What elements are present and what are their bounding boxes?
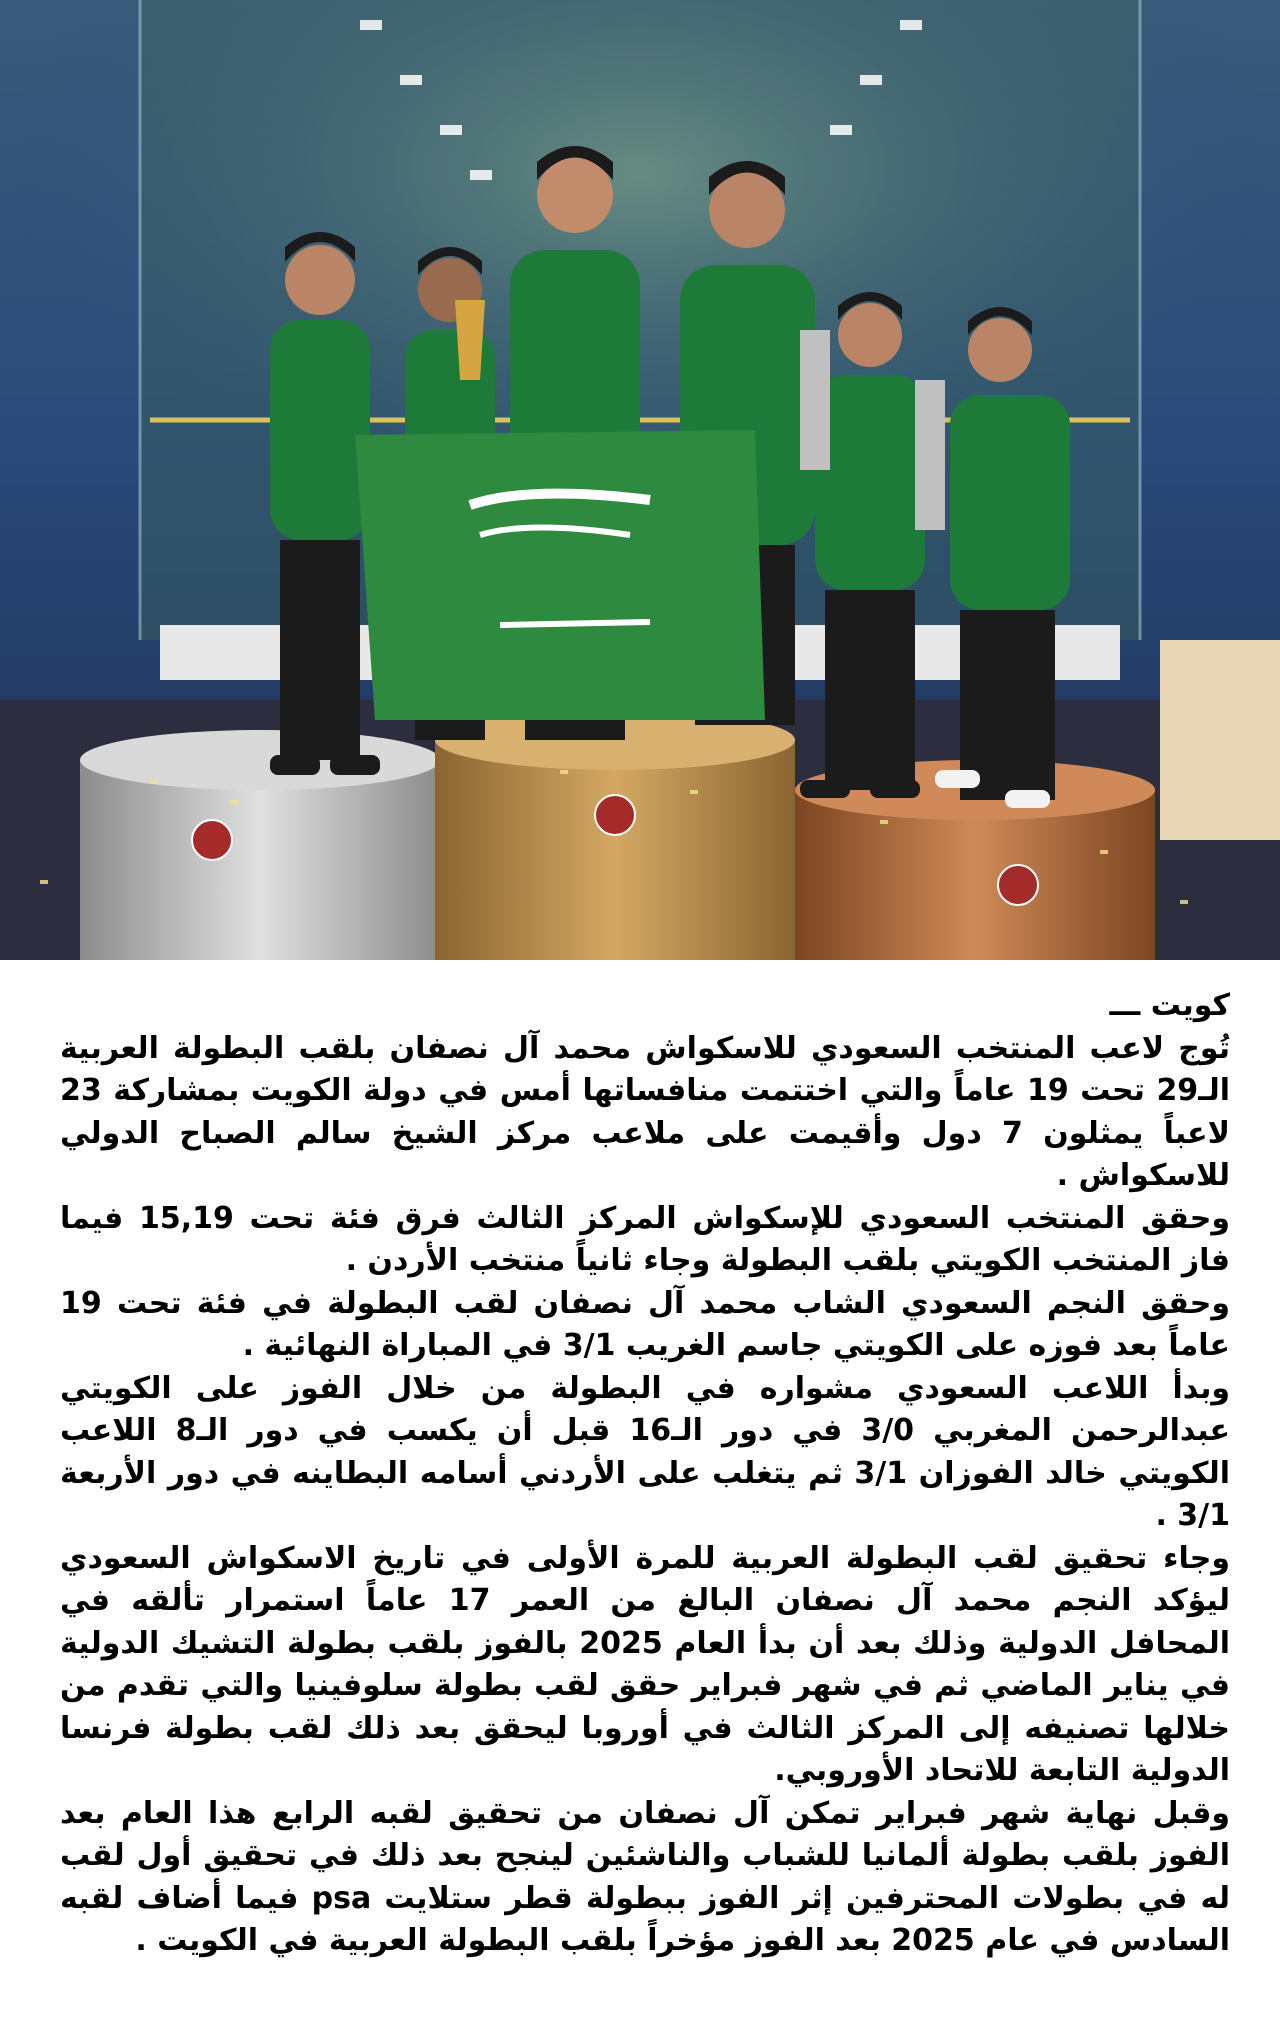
article-body [60, 985, 1230, 1963]
podium-scene-illustration [0, 0, 1280, 960]
article-paragraph: وحقق المنتخب السعودي للإسكواش المركز الثالث فرق فئة تحت 15,19 فيما فاز المنتخب الكويتي بلقب البطولة وجاء ثانياً منتخب الأردن . [60, 1200, 1230, 1278]
article-paragraph: تُوج لاعب المنتخب السعودي للاسكواش محمد آل نصفان بلقب البطولة العربية الـ29 تحت 19 عاماً والتي اختتمت منافساتها أمس في دولة الكويت بمشاركة 23 لاعباً يمثلون 7 دول وأقيمت على ملاعب مركز الشيخ سالم الصباح الدولي للاسكواش . [60, 1030, 1230, 1193]
article-paragraph: وحقق النجم السعودي الشاب محمد آل نصفان لقب البطولة في فئة تحت 19 عاماً بعد فوزه على الكويتي جاسم الغريب 3/1 في المباراة النهائية . [60, 1285, 1230, 1363]
team-photo [0, 0, 1280, 960]
article-paragraph: وجاء تحقيق لقب البطولة العربية للمرة الأولى في تاريخ الاسكواش السعودي ليؤكد النجم محمد آل نصفان البالغ من العمر 17 عاماً استمرار تألقه في المحافل الدولية وذلك بعد أن بدأ العام 2025 بالفوز بلقب بطولة التشيك الدولية في يناير الماضي ثم في شهر فبراير حقق لقب بطولة سلوفينيا والتي تقدم من خلالها تصنيفه إلى المركز الثالث في أوروبا ليحقق بعد ذلك لقب بطولة فرنسا الدولية التابعة للاتحاد الأوروبي. [60, 1540, 1230, 1788]
article-paragraph: وبدأ اللاعب السعودي مشواره في البطولة من خلال الفوز على الكويتي عبدالرحمن المغربي 3/0 في دور الـ16 قبل أن يكسب في دور الـ8 اللاعب الكويتي خالد الفوزان 3/1 ثم يتغلب على الأردني أسامه البطاينه في دور الأربعة 3/1 . [60, 1370, 1230, 1533]
article-paragraph: وقبل نهاية شهر فبراير تمكن آل نصفان من تحقيق لقبه الرابع هذا العام بعد الفوز بلقب بطولة ألمانيا للشباب والناشئين لينجح بعد ذلك في تحقيق أول لقب له في بطولات المحترفين إثر الفوز ببطولة قطر ستلايت psa فيما أضاف لقبه السادس في عام 2025 بعد الفوز مؤخراً بلقب البطولة العربية في الكويت . [60, 1795, 1231, 1958]
flag-icon [355, 430, 765, 720]
article-dateline: كويت ـــ [1109, 988, 1230, 1023]
